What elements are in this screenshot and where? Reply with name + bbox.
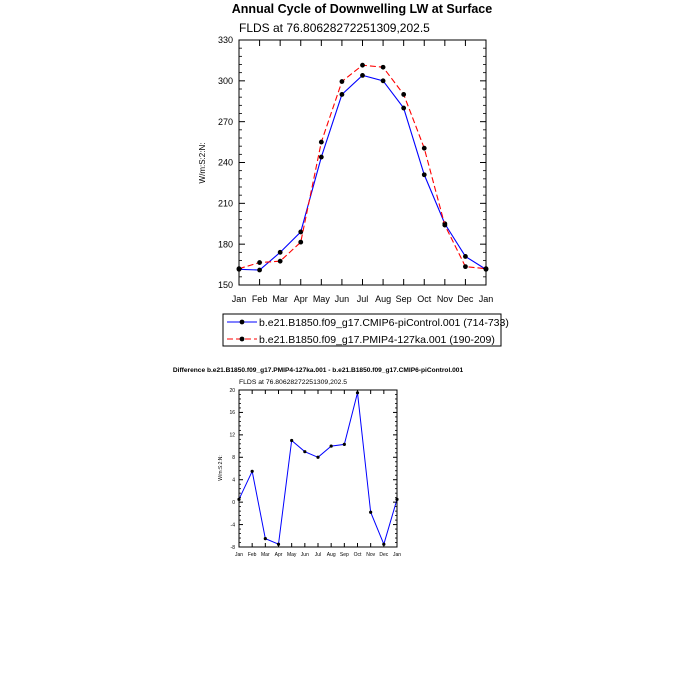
series-1-point [319,140,324,145]
y-axis-label: W/m:S:2:N: [198,142,207,184]
y-tick-label: 4 [232,477,235,484]
series-line-1 [239,65,486,268]
x-tick-label: Jun [300,552,309,558]
y-tick-label: 12 [229,432,235,439]
difference-chart [173,367,464,558]
legend-entry-control [227,317,509,329]
y-tick-label: 16 [229,410,235,417]
y-tick-label: 300 [217,75,233,86]
x-tick-label: Jan [231,294,247,304]
series-1-point [257,260,262,265]
chart-subtitle: FLDS at 76.80628272251309,202.5 [239,379,348,386]
x-tick-label: Sep [339,552,349,558]
series-0-point [278,250,283,255]
series-line-0 [239,393,397,544]
chart-title: Annual Cycle of Downwelling LW at Surface [231,2,493,16]
series-1-point [463,264,468,269]
x-tick-label: Apr [293,294,308,304]
series-0-point [316,456,319,459]
y-tick-label: 150 [217,280,233,291]
series-0-point [298,230,303,235]
y-tick-label: 0 [232,499,235,506]
series-1-point [360,63,365,68]
x-tick-label: Dec [457,294,474,304]
series-1-point [381,65,386,70]
y-tick-label: 210 [217,198,233,209]
y-tick-label: 8 [232,455,235,462]
x-tick-label: Feb [247,552,257,558]
x-tick-label: Mar [261,552,270,558]
series-layer [237,63,489,273]
series-1-point [442,223,447,228]
series-0-point [340,92,345,97]
series-1-point [340,79,345,84]
series-0-point [401,106,406,111]
series-0-point [319,155,324,160]
series-0-point [343,443,346,446]
series-0-point [381,78,386,83]
series-0-point [290,439,293,442]
annual-cycle-chart [198,2,509,346]
x-tick-label: May [286,552,297,558]
y-tick-label: 270 [217,116,233,127]
y-tick-label: 330 [217,35,233,46]
legend [223,314,509,346]
x-tick-label: Oct [417,294,432,304]
series-line-0 [239,75,486,270]
x-tick-label: Aug [375,294,392,304]
y-tick-label: 240 [217,157,233,168]
chart-title: Difference b.e21.B1850.f09_g17.PMIP4-127ka.001 - b.e21.B1850.f09_g17.CMIP6-piControl.001 [172,367,464,374]
legend-marker-pmip4 [240,337,245,342]
series-0-point [422,172,427,177]
x-tick-label: Feb [251,294,268,304]
series-0-point [369,511,372,514]
series-0-point [330,444,333,447]
legend-label-pmip4: b.e21.B1850.f09_g17.PMIP4-127ka.001 (190-209) [259,334,495,346]
y-tick-label: -4 [230,522,235,529]
legend-marker-control [240,320,245,325]
x-tick-label: Jul [356,294,369,304]
y-tick-label: 180 [217,239,233,250]
series-1-point [422,146,427,151]
x-tick-label: Aug [326,552,336,558]
series-1-point [278,259,283,264]
x-tick-label: Nov [436,294,453,304]
y-axis-label: W/m:S:2:N: [218,455,224,481]
legend-label-control: b.e21.B1850.f09_g17.CMIP6-piControl.001 (714-733) [259,317,509,329]
x-tick-label: Nov [366,552,376,558]
series-0-point [257,268,262,273]
series-0-point [360,73,365,78]
x-tick-label: Sep [395,294,412,304]
y-tick-label: 20 [229,387,235,394]
series-0-point [463,254,468,259]
x-tick-label: Jul [314,552,322,558]
x-tick-label: Jun [334,294,350,304]
series-1-point [298,240,303,245]
x-tick-label: Oct [353,552,362,558]
x-tick-label: Jan [392,552,402,558]
axis-layer [229,388,401,558]
y-tick-label: -8 [230,544,235,551]
x-tick-label: Jan [478,294,494,304]
chart-subtitle: FLDS at 76.80628272251309,202.5 [239,21,430,35]
legend-entry-pmip4 [227,334,495,346]
series-0-point [264,537,267,540]
series-1-point [401,92,406,97]
series-0-point [303,450,306,453]
x-tick-label: Jan [234,552,244,558]
series-layer [237,391,398,546]
x-tick-label: Mar [272,294,288,304]
x-tick-label: Dec [379,552,389,558]
series-0-point [251,470,254,473]
x-tick-label: Apr [274,552,283,558]
x-tick-label: May [312,294,330,304]
